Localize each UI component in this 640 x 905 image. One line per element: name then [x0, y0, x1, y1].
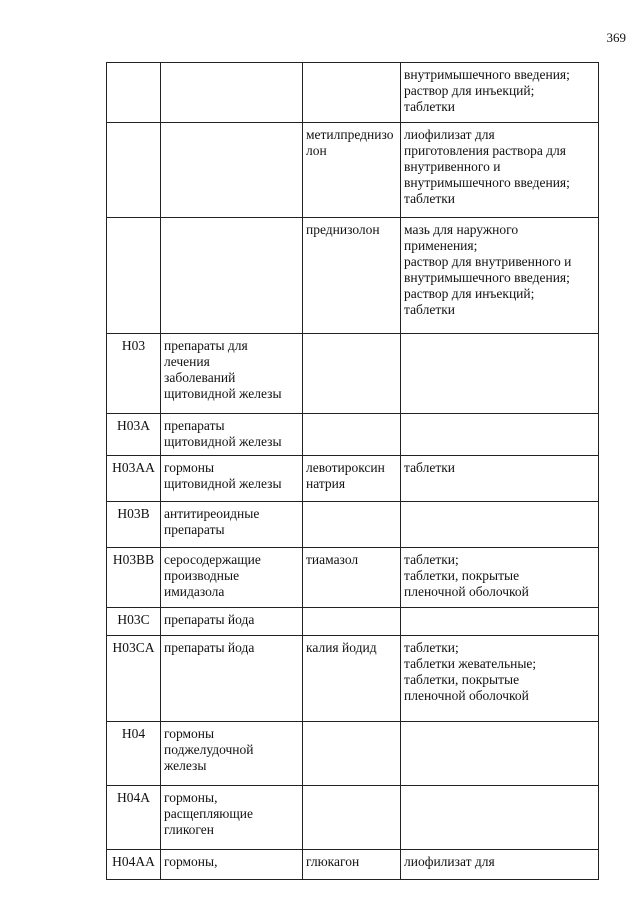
- atc-code-line: H04AA: [112, 854, 155, 869]
- atc-code-cell: [107, 786, 161, 850]
- drug-name-cell: [303, 786, 401, 850]
- pharmacological-group-line: заболеваний: [164, 370, 236, 385]
- pharmacological-group-cell: [161, 123, 303, 218]
- atc-code-cell: [107, 636, 161, 722]
- dosage-forms-line: внутримышечного введения;: [404, 175, 570, 190]
- pharmacological-group-line: щитовидной железы: [164, 386, 282, 401]
- drug-name-cell: [303, 636, 401, 722]
- dosage-forms-line: лиофилизат для: [404, 854, 495, 869]
- pharmacological-group-line: препараты йода: [164, 640, 255, 655]
- dosage-forms-line: таблетки: [404, 460, 456, 475]
- atc-code-cell: [107, 502, 161, 548]
- dosage-forms-line: таблетки, покрытые: [404, 672, 520, 687]
- pharmacological-group-cell: [161, 334, 303, 414]
- dosage-forms-line: внутримышечного введения;: [404, 270, 570, 285]
- atc-code-cell: [107, 414, 161, 456]
- atc-code-cell: [107, 548, 161, 608]
- pharmacological-group-cell: [161, 456, 303, 502]
- atc-code-line: H03CA: [112, 640, 155, 655]
- dosage-forms-cell: [401, 456, 599, 502]
- drug-name-cell: [303, 608, 401, 636]
- pharmacological-group-line: препараты: [164, 418, 225, 433]
- dosage-forms-cell: [401, 548, 599, 608]
- pharmacological-group-line: серосодержащие: [164, 552, 261, 567]
- atc-code-cell: [107, 608, 161, 636]
- pharmacological-group-line: имидазола: [164, 584, 225, 599]
- pharmacological-group-cell: [161, 850, 303, 880]
- drug-name-cell: [303, 414, 401, 456]
- pharmacological-group-line: расщепляющие: [164, 806, 253, 821]
- dosage-forms-line: таблетки: [404, 302, 456, 317]
- table-row: [107, 123, 599, 218]
- atc-code-cell: [107, 334, 161, 414]
- dosage-forms-line: мазь для наружного: [404, 222, 519, 237]
- pharmacological-group-line: поджелудочной: [164, 742, 254, 757]
- dosage-forms-line: таблетки;: [404, 640, 459, 655]
- table-row: [107, 414, 599, 456]
- drug-name-cell: [303, 722, 401, 786]
- dosage-forms-cell: [401, 786, 599, 850]
- dosage-forms-cell: [401, 334, 599, 414]
- drug-name-cell: [303, 218, 401, 334]
- dosage-forms-line: таблетки: [404, 99, 456, 114]
- drug-name-line: калия йодид: [306, 640, 377, 655]
- drug-name-line: тиамазол: [306, 552, 359, 567]
- pharmacological-group-cell: [161, 63, 303, 123]
- atc-code-cell: [107, 63, 161, 123]
- dosage-forms-line: таблетки, покрытые: [404, 568, 520, 583]
- pharmacological-group-cell: [161, 636, 303, 722]
- table-row: [107, 218, 599, 334]
- pharmacological-group-cell: [161, 548, 303, 608]
- drug-name-line: метилпреднизолон: [306, 127, 394, 158]
- table-row: [107, 502, 599, 548]
- drug-name-line: левотироксин: [306, 460, 385, 475]
- table-row: [107, 636, 599, 722]
- pharmacological-group-line: производные: [164, 568, 240, 583]
- dosage-forms-cell: [401, 502, 599, 548]
- drug-name-line: преднизолон: [306, 222, 380, 237]
- table-row: [107, 850, 599, 880]
- table-row: [107, 786, 599, 850]
- pharmacological-group-line: препараты для: [164, 338, 248, 353]
- dosage-forms-cell: [401, 414, 599, 456]
- dosage-forms-line: пленочной оболочкой: [404, 688, 529, 703]
- drug-name-cell: [303, 63, 401, 123]
- pharmacological-group-line: гормоны: [164, 726, 215, 741]
- table-row: [107, 334, 599, 414]
- page-number: 369: [606, 30, 626, 45]
- atc-code-line: H03C: [117, 612, 150, 627]
- dosage-forms-line: раствор для внутривенного и: [404, 254, 572, 269]
- dosage-forms-line: таблетки: [404, 191, 456, 206]
- atc-code-cell: [107, 123, 161, 218]
- atc-code-cell: [107, 456, 161, 502]
- dosage-forms-line: внутримышечного введения;: [404, 67, 570, 82]
- atc-code-line: H03BB: [112, 552, 155, 567]
- pharmacological-group-cell: [161, 786, 303, 850]
- drug-name-cell: [303, 123, 401, 218]
- drug-name-cell: [303, 548, 401, 608]
- atc-code-line: H04A: [117, 790, 150, 805]
- dosage-forms-line: внутривенного и: [404, 159, 501, 174]
- pharmacological-group-line: железы: [164, 758, 207, 773]
- dosage-forms-cell: [401, 636, 599, 722]
- drug-name-line: натрия: [306, 476, 346, 491]
- table-row: [107, 63, 599, 123]
- pharmacological-group-cell: [161, 722, 303, 786]
- dosage-forms-cell: [401, 608, 599, 636]
- pharmacological-group-line: щитовидной железы: [164, 434, 282, 449]
- pharmacological-group-line: антитиреоидные: [164, 506, 260, 521]
- dosage-forms-line: применения;: [404, 238, 478, 253]
- pharmacological-group-line: щитовидной железы: [164, 476, 282, 491]
- pharmacological-group-line: гормоны: [164, 460, 215, 475]
- drug-name-cell: [303, 850, 401, 880]
- dosage-forms-cell: [401, 63, 599, 123]
- pharmacological-group-cell: [161, 414, 303, 456]
- pharmacological-group-cell: [161, 218, 303, 334]
- pharmacological-group-cell: [161, 608, 303, 636]
- dosage-forms-line: лиофилизат для: [404, 127, 495, 142]
- drug-name-line: глюкагон: [306, 854, 360, 869]
- dosage-forms-cell: [401, 722, 599, 786]
- pharmacological-group-cell: [161, 502, 303, 548]
- dosage-forms-cell: [401, 218, 599, 334]
- dosage-forms-cell: [401, 123, 599, 218]
- dosage-forms-line: таблетки жевательные;: [404, 656, 537, 671]
- drug-classification-table: [106, 62, 599, 880]
- pharmacological-group-line: гормоны,: [164, 854, 218, 869]
- atc-code-line: H04: [121, 726, 146, 741]
- table-row: [107, 548, 599, 608]
- atc-code-cell: [107, 218, 161, 334]
- dosage-forms-line: таблетки;: [404, 552, 459, 567]
- table-row: [107, 456, 599, 502]
- drug-name-cell: [303, 334, 401, 414]
- atc-code-cell: [107, 722, 161, 786]
- dosage-forms-line: пленочной оболочкой: [404, 584, 529, 599]
- atc-code-line: H03A: [117, 418, 150, 433]
- atc-code-line: H03B: [117, 506, 150, 521]
- atc-code-line: H03AA: [112, 460, 155, 475]
- atc-code-line: H03: [121, 338, 146, 353]
- dosage-forms-line: раствор для инъекций;: [404, 286, 535, 301]
- table-row: [107, 608, 599, 636]
- drug-name-cell: [303, 456, 401, 502]
- drug-name-cell: [303, 502, 401, 548]
- pharmacological-group-line: гликоген: [164, 822, 215, 837]
- dosage-forms-line: приготовления раствора для: [404, 143, 566, 158]
- atc-code-cell: [107, 850, 161, 880]
- dosage-forms-line: раствор для инъекций;: [404, 83, 535, 98]
- dosage-forms-cell: [401, 850, 599, 880]
- pharmacological-group-line: препараты йода: [164, 612, 255, 627]
- pharmacological-group-line: лечения: [164, 354, 210, 369]
- pharmacological-group-line: гормоны,: [164, 790, 218, 805]
- pharmacological-group-line: препараты: [164, 522, 225, 537]
- table-row: [107, 722, 599, 786]
